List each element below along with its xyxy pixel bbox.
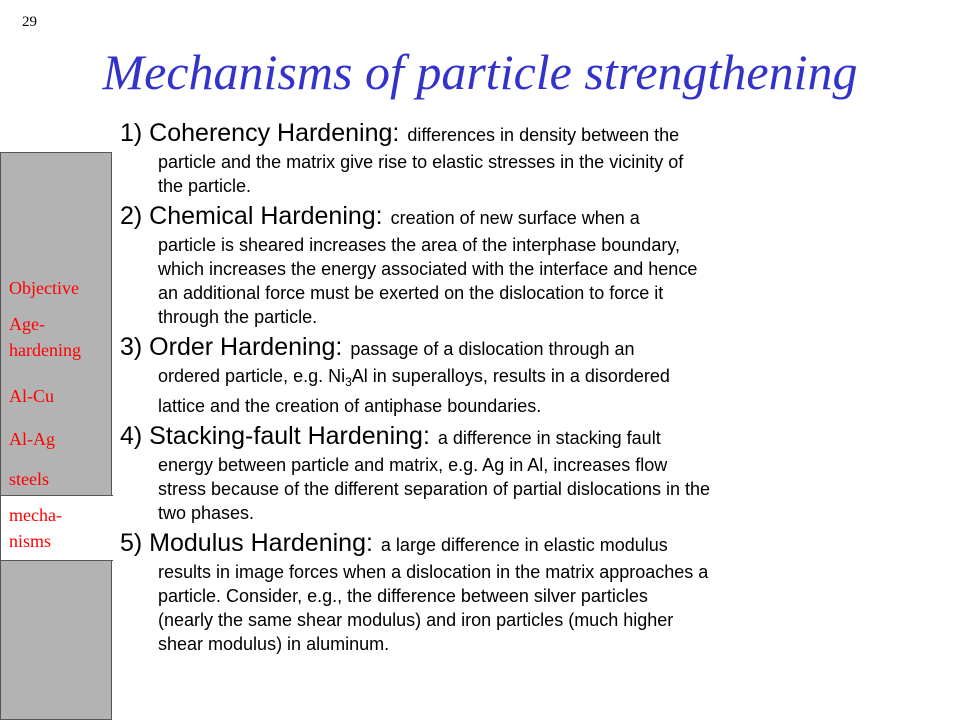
mechanism-text: passage of a dislocation through an	[350, 339, 635, 359]
mechanism-line: energy between particle and matrix, e.g. Ag in Al, increases flow	[158, 455, 668, 475]
mechanism-line: an additional force must be exerted on the dislocation to force it	[158, 283, 664, 303]
mechanism-line: particle. Consider, e.g., the difference between silver particles	[158, 586, 648, 606]
nav-item-al-cu[interactable]: Al-Cu	[9, 386, 54, 406]
nav-item-label: Age-	[9, 314, 45, 334]
nav-item-label: nisms	[9, 531, 52, 551]
nav-item-objective[interactable]: Objective	[9, 278, 79, 298]
mechanism-line: shear modulus) in aluminum.	[158, 634, 390, 654]
mechanism-line: through the particle.	[158, 307, 318, 327]
mechanism-heading: 3) Order Hardening:	[120, 333, 343, 361]
nav-item-label: hardening	[9, 340, 81, 360]
mechanism-item-stacking-fault	[120, 421, 910, 525]
mechanism-line: particle is sheared increases the area of the interphase boundary,	[158, 235, 680, 255]
mechanism-item-modulus	[120, 528, 910, 656]
nav-item-al-ag[interactable]: Al-Ag	[9, 429, 55, 449]
nav-item-mechanisms[interactable]	[1, 495, 113, 561]
mechanism-list	[120, 118, 910, 659]
nav-item-age-hardening[interactable]	[9, 311, 81, 363]
mechanism-heading-row	[120, 528, 910, 560]
mechanism-body	[120, 560, 910, 656]
mechanism-text: a difference in stacking fault	[437, 428, 661, 448]
mechanism-heading: 2) Chemical Hardening:	[120, 202, 383, 230]
mechanism-item-chemical	[120, 201, 910, 329]
mechanism-line: results in image forces when a dislocation in the matrix approaches a	[158, 562, 709, 582]
page-title: Mechanisms of particle strengthening	[102, 44, 858, 100]
mechanism-line: the particle.	[158, 176, 252, 196]
mechanism-text: Al in superalloys, results in a disordered	[351, 366, 670, 386]
slide-number: 29	[22, 14, 37, 30]
mechanism-body	[120, 150, 910, 198]
mechanism-heading: 4) Stacking-fault Hardening:	[120, 422, 430, 450]
mechanism-heading-row	[120, 421, 910, 453]
mechanism-heading-row	[120, 332, 910, 364]
subscript: 3	[345, 375, 352, 389]
mechanism-text: creation of new surface when a	[390, 208, 640, 228]
mechanism-line: stress because of the different separation of partial dislocations in the	[158, 479, 710, 499]
mechanism-line	[158, 364, 910, 394]
mechanism-text: differences in density between the	[407, 125, 680, 145]
mechanism-line: lattice and the creation of antiphase boundaries.	[158, 396, 542, 416]
mechanism-line: two phases.	[158, 503, 255, 523]
mechanism-body	[120, 233, 910, 329]
mechanism-text: a large difference in elastic modulus	[380, 535, 668, 555]
mechanism-line: particle and the matrix give rise to elastic stresses in the vicinity of	[158, 152, 684, 172]
mechanism-heading: 1) Coherency Hardening:	[120, 119, 400, 147]
sidebar-nav	[0, 152, 112, 720]
mechanism-body	[120, 364, 910, 418]
mechanism-line: (nearly the same shear modulus) and iron particles (much higher	[158, 610, 674, 630]
mechanism-heading-row	[120, 201, 910, 233]
mechanism-item-coherency	[120, 118, 910, 198]
mechanism-heading-row	[120, 118, 910, 150]
mechanism-body	[120, 453, 910, 525]
nav-item-steels[interactable]: steels	[9, 469, 49, 489]
mechanism-item-order	[120, 332, 910, 418]
mechanism-text: ordered particle, e.g. Ni	[158, 366, 346, 386]
mechanism-line: which increases the energy associated with the interface and hence	[158, 259, 698, 279]
nav-item-label: mecha-	[9, 505, 62, 525]
mechanism-heading: 5) Modulus Hardening:	[120, 529, 373, 557]
